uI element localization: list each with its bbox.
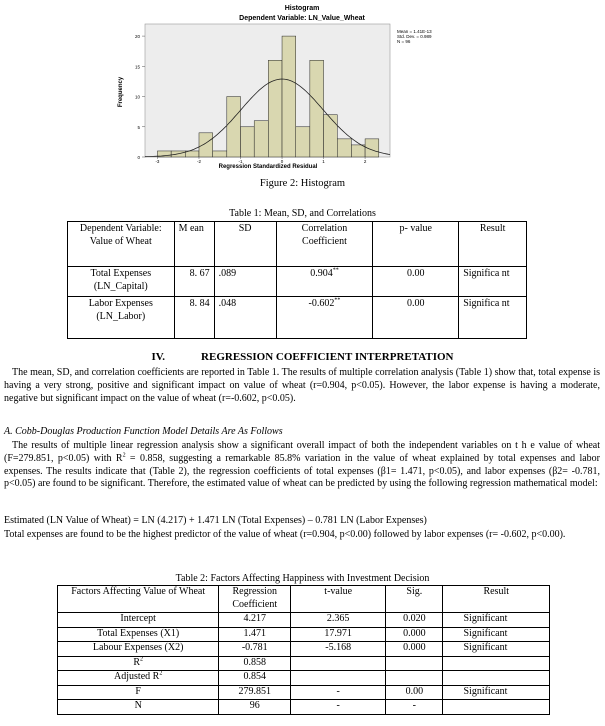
table1-cell-result: Significa nt <box>459 267 527 297</box>
table-row <box>68 267 527 297</box>
table2-cell-t <box>291 656 386 671</box>
table2-title: Table 2: Factors Affecting Happiness with Investment Decision <box>175 573 430 584</box>
table2-header-sig: Sig. <box>386 586 443 613</box>
para2-part-a: The results of multiple linear regression analysis show a significant overall impact of both the independent variables on t h e value of wheat (F=279.851, p<0.05) with R <box>4 440 600 464</box>
table2-header-t: t-value <box>291 586 386 613</box>
table2-cell-factor <box>58 656 219 671</box>
table2-cell-sig-text: 0.020 <box>403 613 426 624</box>
table2-header-row <box>58 586 550 613</box>
table1-cell-p: 0.00 <box>373 297 459 339</box>
table2-cell-result <box>443 642 550 657</box>
table2-cell-t-text: - <box>336 700 340 711</box>
table1-cell-sd: .089 <box>214 267 276 297</box>
table2-header-coef: Regression Coefficient <box>219 586 291 613</box>
table2-cell-coef <box>219 656 291 671</box>
table2-cell-t <box>291 642 386 657</box>
table2-cell-sig <box>386 627 443 642</box>
histogram-bar <box>337 139 351 157</box>
table2-cell-result <box>443 671 550 686</box>
para2-part-b: = 0.858, suggesting a remarkable 85.8% variation in the value of wheat explained by total expenses and labor expenses. The results indicate that (Table 2), the regression coefficients of total expenses (β1= 1.471, p<0.05), and labor expenses (β2= -0.781, p<0.05) are found to be significant. Therefore, the estimated value of wheat can be predicted by using the following regression mathematical model: <box>4 452 600 490</box>
table-row <box>58 627 550 642</box>
table2-cell-sig <box>386 642 443 657</box>
table2-cell-result-text: Significant <box>463 685 508 697</box>
table2-cell-factor <box>58 642 219 657</box>
histogram-bar <box>199 133 213 157</box>
x-tick-label: -2 <box>196 159 201 164</box>
table1-header-mean: M ean <box>174 222 214 267</box>
table-row <box>68 297 527 339</box>
table2-cell-t <box>291 627 386 642</box>
table2-cell-t-text: 2.365 <box>326 613 350 624</box>
table2-cell-sig <box>386 671 443 686</box>
table2-cell-coef <box>219 627 291 642</box>
histogram-bar <box>227 97 241 157</box>
table2-cell-coef-text: 0.858 <box>243 656 266 668</box>
table1-cell-mean: 8. 67 <box>174 267 214 297</box>
table2-cell-factor-text: Labour Expenses (X2) <box>92 642 184 653</box>
table-row <box>58 700 550 715</box>
table1-cell-mean: 8. 84 <box>174 297 214 339</box>
histogram-bar <box>324 115 338 157</box>
table2-cell-t <box>291 613 386 628</box>
table2-cell-sig-text: 0.000 <box>403 642 426 653</box>
section-title: REGRESSION COEFFICIENT INTERPRETATION <box>201 351 454 363</box>
table2-cell-coef-text: 4.217 <box>243 613 266 624</box>
chart-title: Histogram <box>284 5 320 12</box>
table2-factor-sup: 2 <box>140 656 144 663</box>
table2-cell-result <box>443 700 550 715</box>
table2-cell-t-text: 17.971 <box>324 627 352 639</box>
table2-cell-sig <box>386 685 443 700</box>
histogram-bar <box>254 121 268 157</box>
table2-cell-coef <box>219 613 291 628</box>
table2-cell-sig-text: 0.000 <box>403 627 426 639</box>
table2-cell-factor-text: N <box>134 700 142 711</box>
table1-cell-p: 0.00 <box>373 267 459 297</box>
table2-header-factor: Factors Affecting Value of Wheat <box>58 586 219 613</box>
table2-factor-sup: 2 <box>159 670 163 677</box>
x-tick-label: 0 <box>280 159 284 164</box>
table1-cell-sd: .048 <box>214 297 276 339</box>
histogram-figure <box>0 0 605 196</box>
table1-header-row <box>68 222 527 267</box>
chart-subtitle: Dependent Variable: LN_Value_Wheat <box>239 15 365 22</box>
table2-cell-coef <box>219 685 291 700</box>
table-row <box>58 656 550 671</box>
table2-cell-factor <box>58 685 219 700</box>
table2-cell-result <box>443 656 550 671</box>
table2-cell-t <box>291 685 386 700</box>
y-tick-label: 20 <box>134 34 140 40</box>
table2 <box>57 585 550 715</box>
table2-cell-result-text: Significant <box>463 613 508 624</box>
table2-cell-t <box>291 671 386 686</box>
y-tick-label: 5 <box>137 124 140 130</box>
y-tick-label: 0 <box>137 155 140 160</box>
table2-cell-coef-text: 279.851 <box>238 685 271 697</box>
table2-cell-t <box>291 700 386 715</box>
table2-cell-sig <box>386 613 443 628</box>
y-tick-label: 10 <box>134 94 140 100</box>
table2-header-result: Result <box>443 586 550 613</box>
histogram-bar <box>282 36 296 157</box>
histogram-bar <box>241 127 255 157</box>
histogram-bar <box>296 127 310 157</box>
table2-cell-sig-text: - <box>412 700 417 711</box>
table2-cell-sig <box>386 656 443 671</box>
histogram-bar <box>351 145 365 157</box>
table2-cell-factor-text: Total Expenses (X1) <box>97 627 180 639</box>
table2-cell-t-text: -5.168 <box>325 642 352 653</box>
table-row <box>58 685 550 700</box>
table1-cell-result: Significa nt <box>459 297 527 339</box>
histogram-bar <box>213 151 227 157</box>
table-row <box>58 642 550 657</box>
table2-cell-coef <box>219 671 291 686</box>
table1-cell-variable: Labor Expenses (LN_Labor) <box>68 297 175 339</box>
paragraph-predictor: Total expenses are found to be the highest predictor of the value of wheat (r=0.904, p<0.00) followed by labor expenses (r= -0.602, p<0.00). <box>4 529 566 540</box>
table2-cell-factor-text: Adjusted R <box>114 671 160 682</box>
table2-cell-factor <box>58 671 219 686</box>
table2-cell-factor-text: F <box>135 685 141 697</box>
table2-cell-coef <box>219 642 291 657</box>
table1-corr-value: -0.602 <box>308 298 335 309</box>
table2-cell-factor <box>58 700 219 715</box>
figure-caption: Figure 2: Histogram <box>259 178 346 189</box>
table1-header-result: Result <box>459 222 527 267</box>
table1-cell-variable: Total Expenses (LN_Capital) <box>68 267 175 297</box>
legend-std-dev: Std. Dev. = 0.989 <box>397 34 432 39</box>
table2-cell-coef-text: -0.781 <box>241 642 268 653</box>
histogram-chart <box>0 0 605 178</box>
table1-corr-value: 0.904 <box>310 268 333 279</box>
y-axis-label: Frequency <box>118 76 124 108</box>
table2-cell-factor-text: Intercept <box>120 613 156 624</box>
histogram-bar <box>310 60 324 157</box>
table2-cell-coef-text: 0.854 <box>243 671 266 682</box>
legend-n: N = 96 <box>397 39 411 44</box>
table1-header-correlation: Correlation Coefficient <box>276 222 373 267</box>
table1-header-dependent: Dependent Variable: Value of Wheat <box>68 222 175 267</box>
table2-cell-result <box>443 685 550 700</box>
x-tick-label: 1 <box>322 159 325 164</box>
table1-title: Table 1: Mean, SD, and Correlations <box>229 208 376 219</box>
table2-cell-factor-text: R <box>133 656 141 668</box>
table2-cell-coef <box>219 700 291 715</box>
y-tick-label: 15 <box>134 64 140 70</box>
table-row <box>58 671 550 686</box>
table2-cell-factor <box>58 613 219 628</box>
paragraph-correlation: The mean, SD, and correlation coefficients are reported in Table 1. The results of multiple correlation analysis (Table 1) show that, total expense is having a very strong, positive and significant impact on value of wheat (r=0.904, p<0.05). However, the labor expense is having a moderate, negative but significant impact on the value of wheat (r=-0.602, p<0.05). <box>4 367 600 404</box>
para2-superscript: 2 <box>122 452 126 459</box>
table2-cell-result-text: Significant <box>463 642 508 653</box>
x-tick-label: -1 <box>238 159 243 164</box>
table2-cell-coef-text: 96 <box>249 700 260 711</box>
table1 <box>67 221 527 339</box>
histogram-bar <box>268 60 282 157</box>
section-number: IV. <box>151 351 166 363</box>
table2-cell-sig-text: 0.00 <box>405 685 424 697</box>
table1-cell-corr <box>276 297 373 339</box>
table1-cell-corr <box>276 267 373 297</box>
x-tick-label: 2 <box>363 159 367 164</box>
table2-cell-t-text: - <box>336 685 340 697</box>
table2-cell-result <box>443 613 550 628</box>
section-heading <box>0 351 605 363</box>
table2-cell-coef-text: 1.471 <box>243 627 266 639</box>
table2-cell-result-text: Significant <box>463 627 508 639</box>
table1-corr-sup: ** <box>332 267 339 274</box>
table2-cell-sig <box>386 700 443 715</box>
subheading: A. Cobb-Douglas Production Function Model Details Are As Follows <box>4 426 283 437</box>
table1-corr-sup: ** <box>334 297 341 304</box>
regression-equation: Estimated (LN Value of Wheat) = LN (4.217) + 1.471 LN (Total Expenses) – 0.781 LN (Labor Expenses) <box>4 515 427 526</box>
legend-mean: Mean = 1.41E-13 <box>397 29 432 34</box>
x-axis-label: Regression Standardized Residual <box>218 164 318 170</box>
table2-cell-factor <box>58 627 219 642</box>
table1-header-sd: SD <box>214 222 276 267</box>
paragraph-regression <box>4 440 600 491</box>
x-tick-label: -3 <box>155 159 160 164</box>
table2-cell-result <box>443 627 550 642</box>
table-row <box>58 613 550 628</box>
table1-header-p: p- value <box>373 222 459 267</box>
